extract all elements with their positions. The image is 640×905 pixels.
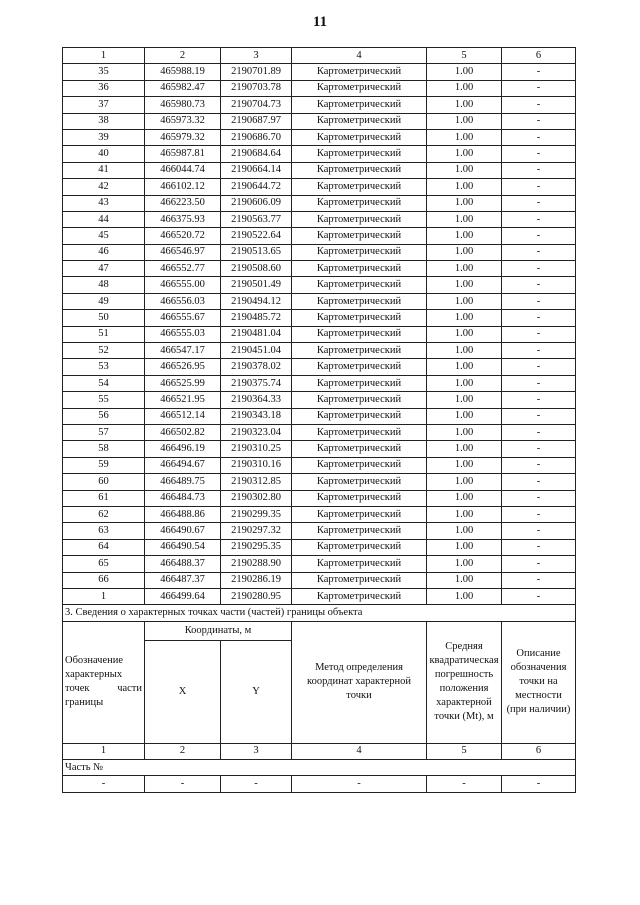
point-number: 60 xyxy=(63,474,145,490)
method: Картометрический xyxy=(292,179,427,195)
coord-x: 466487.37 xyxy=(145,572,221,588)
point-number: 43 xyxy=(63,195,145,211)
section3-column-number-row xyxy=(63,743,576,759)
table-row xyxy=(63,408,576,424)
coord-x: 465987.81 xyxy=(145,146,221,162)
description: - xyxy=(502,326,576,342)
method: Картометрический xyxy=(292,293,427,309)
header-method: Метод определения координат характерной точки xyxy=(292,621,427,743)
description: - xyxy=(502,97,576,113)
coord-x: 466555.03 xyxy=(145,326,221,342)
point-number: 63 xyxy=(63,523,145,539)
method: Картометрический xyxy=(292,359,427,375)
error-value: 1.00 xyxy=(427,556,502,572)
description: - xyxy=(502,408,576,424)
coord-y: 2190644.72 xyxy=(221,179,292,195)
coord-y: 2190310.25 xyxy=(221,441,292,457)
coord-x: 466223.50 xyxy=(145,195,221,211)
error-value: 1.00 xyxy=(427,506,502,522)
coord-x: 466496.19 xyxy=(145,441,221,457)
error-value: 1.00 xyxy=(427,293,502,309)
table-row xyxy=(63,293,576,309)
error-value: 1.00 xyxy=(427,457,502,473)
table-row xyxy=(63,457,576,473)
coord-y: 2190606.09 xyxy=(221,195,292,211)
table-row xyxy=(63,64,576,80)
coord-x: 466512.14 xyxy=(145,408,221,424)
point-number: 35 xyxy=(63,64,145,80)
section3-title: 3. Сведения о характерных точках части (частей) границы объекта xyxy=(63,605,576,621)
description: - xyxy=(502,392,576,408)
method: Картометрический xyxy=(292,408,427,424)
table-row xyxy=(63,441,576,457)
error-value: 1.00 xyxy=(427,375,502,391)
method: Картометрический xyxy=(292,64,427,80)
coord-y: 2190310.16 xyxy=(221,457,292,473)
coord-y: 2190481.04 xyxy=(221,326,292,342)
table-row xyxy=(63,146,576,162)
error-value: 1.00 xyxy=(427,195,502,211)
coord-x: 466555.67 xyxy=(145,310,221,326)
point-number: 53 xyxy=(63,359,145,375)
point-number: 37 xyxy=(63,97,145,113)
point-number: 52 xyxy=(63,343,145,359)
column-number: 2 xyxy=(145,743,221,759)
method: Картометрический xyxy=(292,80,427,96)
coord-y: 2190364.33 xyxy=(221,392,292,408)
point-number: 41 xyxy=(63,162,145,178)
coordinates-table xyxy=(62,47,576,793)
coord-y: 2190297.32 xyxy=(221,523,292,539)
table-row xyxy=(63,195,576,211)
error-value: 1.00 xyxy=(427,424,502,440)
coord-y: 2190451.04 xyxy=(221,343,292,359)
method: Картометрический xyxy=(292,211,427,227)
table-row xyxy=(63,228,576,244)
method: Картометрический xyxy=(292,490,427,506)
column-number: 6 xyxy=(502,48,576,64)
description: - xyxy=(502,375,576,391)
description: - xyxy=(502,457,576,473)
column-number: 3 xyxy=(221,48,292,64)
table-row xyxy=(63,277,576,293)
error-value: 1.00 xyxy=(427,97,502,113)
error-value: 1.00 xyxy=(427,261,502,277)
table-row xyxy=(63,375,576,391)
method: Картометрический xyxy=(292,441,427,457)
description: - xyxy=(502,343,576,359)
error-value: 1.00 xyxy=(427,228,502,244)
method: Картометрический xyxy=(292,326,427,342)
table-row xyxy=(63,474,576,490)
method: Картометрический xyxy=(292,424,427,440)
coord-y: 2190686.70 xyxy=(221,129,292,145)
header-point-text: Обозначение характерных точек части границы xyxy=(65,655,142,709)
error-value: 1.00 xyxy=(427,490,502,506)
table-row xyxy=(63,392,576,408)
error-value: 1.00 xyxy=(427,310,502,326)
error-value: 1.00 xyxy=(427,80,502,96)
point-number: 39 xyxy=(63,129,145,145)
coord-x: 465973.32 xyxy=(145,113,221,129)
method: Картометрический xyxy=(292,310,427,326)
method: Картометрический xyxy=(292,474,427,490)
point-number: 1 xyxy=(63,588,145,604)
point-number: 42 xyxy=(63,179,145,195)
coord-x: 465982.47 xyxy=(145,80,221,96)
table-row xyxy=(63,244,576,260)
method: Картометрический xyxy=(292,556,427,572)
coord-x: 466490.54 xyxy=(145,539,221,555)
method: Картометрический xyxy=(292,539,427,555)
error-value: 1.00 xyxy=(427,539,502,555)
table-row xyxy=(63,162,576,178)
error-value: 1.00 xyxy=(427,572,502,588)
coord-y: 2190664.14 xyxy=(221,162,292,178)
coord-y: 2190563.77 xyxy=(221,211,292,227)
coord-x: 465980.73 xyxy=(145,97,221,113)
column-number: 1 xyxy=(63,48,145,64)
table-row xyxy=(63,326,576,342)
description: - xyxy=(502,424,576,440)
coord-y: 2190295.35 xyxy=(221,539,292,555)
coord-x: 466526.95 xyxy=(145,359,221,375)
description: - xyxy=(502,490,576,506)
coord-y: 2190375.74 xyxy=(221,375,292,391)
coord-y: 2190494.12 xyxy=(221,293,292,309)
coord-y: 2190299.35 xyxy=(221,506,292,522)
method: Картометрический xyxy=(292,244,427,260)
description: - xyxy=(502,474,576,490)
description: - xyxy=(502,310,576,326)
description: - xyxy=(502,277,576,293)
coord-y: 2190302.80 xyxy=(221,490,292,506)
coord-y: 2190501.49 xyxy=(221,277,292,293)
point-number: 64 xyxy=(63,539,145,555)
description: - xyxy=(502,572,576,588)
part-label-row xyxy=(63,760,576,776)
description: - xyxy=(502,293,576,309)
coord-x: 466489.75 xyxy=(145,474,221,490)
coord-x: 466546.97 xyxy=(145,244,221,260)
point-number: 47 xyxy=(63,261,145,277)
point-number: 59 xyxy=(63,457,145,473)
coord-y: 2190312.85 xyxy=(221,474,292,490)
description: - xyxy=(502,211,576,227)
error-value: 1.00 xyxy=(427,359,502,375)
point-number: 44 xyxy=(63,211,145,227)
header-x: X xyxy=(145,640,221,743)
description: - xyxy=(502,162,576,178)
point-number: 61 xyxy=(63,490,145,506)
table-row xyxy=(63,556,576,572)
coord-x: 465979.32 xyxy=(145,129,221,145)
coord-y: 2190703.78 xyxy=(221,80,292,96)
coord-x: 466490.67 xyxy=(145,523,221,539)
description: - xyxy=(502,113,576,129)
method: Картометрический xyxy=(292,375,427,391)
header-description: Описание обозначения точки на местности (при наличии) xyxy=(502,621,576,743)
empty-cell: - xyxy=(221,776,292,792)
column-number: 6 xyxy=(502,743,576,759)
coord-x: 465988.19 xyxy=(145,64,221,80)
description: - xyxy=(502,179,576,195)
table-row xyxy=(63,80,576,96)
method: Картометрический xyxy=(292,572,427,588)
error-value: 1.00 xyxy=(427,244,502,260)
description: - xyxy=(502,359,576,375)
coord-x: 466488.86 xyxy=(145,506,221,522)
point-number: 62 xyxy=(63,506,145,522)
table-row xyxy=(63,506,576,522)
table-row xyxy=(63,179,576,195)
column-number: 4 xyxy=(292,743,427,759)
coord-y: 2190687.97 xyxy=(221,113,292,129)
table-row xyxy=(63,539,576,555)
table-row xyxy=(63,572,576,588)
table-row xyxy=(63,97,576,113)
point-number: 46 xyxy=(63,244,145,260)
description: - xyxy=(502,129,576,145)
error-value: 1.00 xyxy=(427,146,502,162)
empty-cell: - xyxy=(502,776,576,792)
empty-cell: - xyxy=(292,776,427,792)
point-number: 45 xyxy=(63,228,145,244)
header-error: Средняя квадратическая погрешность положения характерной точки (Mt), м xyxy=(427,621,502,743)
error-value: 1.00 xyxy=(427,277,502,293)
coord-x: 466484.73 xyxy=(145,490,221,506)
coord-x: 466488.37 xyxy=(145,556,221,572)
column-number: 4 xyxy=(292,48,427,64)
method: Картометрический xyxy=(292,146,427,162)
page-number: 11 xyxy=(312,14,328,30)
point-rows xyxy=(63,64,576,605)
table-row xyxy=(63,359,576,375)
point-number: 56 xyxy=(63,408,145,424)
method: Картометрический xyxy=(292,457,427,473)
method: Картометрический xyxy=(292,506,427,522)
column-number: 3 xyxy=(221,743,292,759)
description: - xyxy=(502,228,576,244)
method: Картометрический xyxy=(292,113,427,129)
error-value: 1.00 xyxy=(427,326,502,342)
point-number: 49 xyxy=(63,293,145,309)
coord-y: 2190508.60 xyxy=(221,261,292,277)
method: Картометрический xyxy=(292,261,427,277)
error-value: 1.00 xyxy=(427,113,502,129)
header-y: Y xyxy=(221,640,292,743)
coord-y: 2190323.04 xyxy=(221,424,292,440)
table-row xyxy=(63,310,576,326)
coord-x: 466556.03 xyxy=(145,293,221,309)
description: - xyxy=(502,441,576,457)
point-number: 57 xyxy=(63,424,145,440)
error-value: 1.00 xyxy=(427,588,502,604)
coord-x: 466499.64 xyxy=(145,588,221,604)
column-number: 5 xyxy=(427,743,502,759)
coord-x: 466555.00 xyxy=(145,277,221,293)
coord-x: 466102.12 xyxy=(145,179,221,195)
description: - xyxy=(502,64,576,80)
point-number: 51 xyxy=(63,326,145,342)
point-number: 38 xyxy=(63,113,145,129)
description: - xyxy=(502,244,576,260)
description: - xyxy=(502,523,576,539)
description: - xyxy=(502,195,576,211)
coord-y: 2190286.19 xyxy=(221,572,292,588)
method: Картометрический xyxy=(292,195,427,211)
error-value: 1.00 xyxy=(427,64,502,80)
table-row xyxy=(63,343,576,359)
coord-x: 466521.95 xyxy=(145,392,221,408)
description: - xyxy=(502,146,576,162)
section3-header-row xyxy=(63,621,576,640)
coord-y: 2190485.72 xyxy=(221,310,292,326)
coord-x: 466520.72 xyxy=(145,228,221,244)
description: - xyxy=(502,261,576,277)
table-row xyxy=(63,523,576,539)
empty-cell: - xyxy=(427,776,502,792)
method: Картометрический xyxy=(292,588,427,604)
coord-x: 466552.77 xyxy=(145,261,221,277)
error-value: 1.00 xyxy=(427,343,502,359)
coord-x: 466375.93 xyxy=(145,211,221,227)
coord-y: 2190288.90 xyxy=(221,556,292,572)
header-coordinates: Координаты, м xyxy=(145,621,292,640)
point-number: 58 xyxy=(63,441,145,457)
empty-cell: - xyxy=(63,776,145,792)
table-row xyxy=(63,211,576,227)
method: Картометрический xyxy=(292,129,427,145)
description: - xyxy=(502,506,576,522)
method: Картометрический xyxy=(292,392,427,408)
table-row xyxy=(63,261,576,277)
column-number-row xyxy=(63,48,576,64)
coord-y: 2190343.18 xyxy=(221,408,292,424)
table-row xyxy=(63,129,576,145)
error-value: 1.00 xyxy=(427,211,502,227)
point-number: 48 xyxy=(63,277,145,293)
table-row xyxy=(63,424,576,440)
point-number: 54 xyxy=(63,375,145,391)
column-number: 2 xyxy=(145,48,221,64)
coord-x: 466494.67 xyxy=(145,457,221,473)
error-value: 1.00 xyxy=(427,179,502,195)
point-number: 65 xyxy=(63,556,145,572)
error-value: 1.00 xyxy=(427,129,502,145)
coord-y: 2190704.73 xyxy=(221,97,292,113)
coord-x: 466525.99 xyxy=(145,375,221,391)
point-number: 50 xyxy=(63,310,145,326)
coord-y: 2190513.65 xyxy=(221,244,292,260)
coord-x: 466044.74 xyxy=(145,162,221,178)
error-value: 1.00 xyxy=(427,408,502,424)
description: - xyxy=(502,539,576,555)
column-number: 1 xyxy=(63,743,145,759)
point-number: 36 xyxy=(63,80,145,96)
table-row xyxy=(63,588,576,604)
description: - xyxy=(502,80,576,96)
method: Картометрический xyxy=(292,343,427,359)
table-row xyxy=(63,113,576,129)
coord-y: 2190280.95 xyxy=(221,588,292,604)
point-number: 40 xyxy=(63,146,145,162)
error-value: 1.00 xyxy=(427,392,502,408)
empty-part-row xyxy=(63,776,576,792)
error-value: 1.00 xyxy=(427,162,502,178)
coord-x: 466502.82 xyxy=(145,424,221,440)
method: Картометрический xyxy=(292,277,427,293)
column-number: 5 xyxy=(427,48,502,64)
method: Картометрический xyxy=(292,97,427,113)
description: - xyxy=(502,588,576,604)
coord-y: 2190684.64 xyxy=(221,146,292,162)
point-number: 66 xyxy=(63,572,145,588)
description: - xyxy=(502,556,576,572)
empty-cell: - xyxy=(145,776,221,792)
error-value: 1.00 xyxy=(427,523,502,539)
method: Картометрический xyxy=(292,523,427,539)
part-label: Часть № xyxy=(63,760,576,776)
table-row xyxy=(63,490,576,506)
section3-title-row xyxy=(63,605,576,621)
method: Картометрический xyxy=(292,228,427,244)
error-value: 1.00 xyxy=(427,474,502,490)
error-value: 1.00 xyxy=(427,441,502,457)
coord-x: 466547.17 xyxy=(145,343,221,359)
method: Картометрический xyxy=(292,162,427,178)
coord-y: 2190701.89 xyxy=(221,64,292,80)
header-point-designation xyxy=(63,621,145,743)
coord-y: 2190522.64 xyxy=(221,228,292,244)
coord-y: 2190378.02 xyxy=(221,359,292,375)
point-number: 55 xyxy=(63,392,145,408)
